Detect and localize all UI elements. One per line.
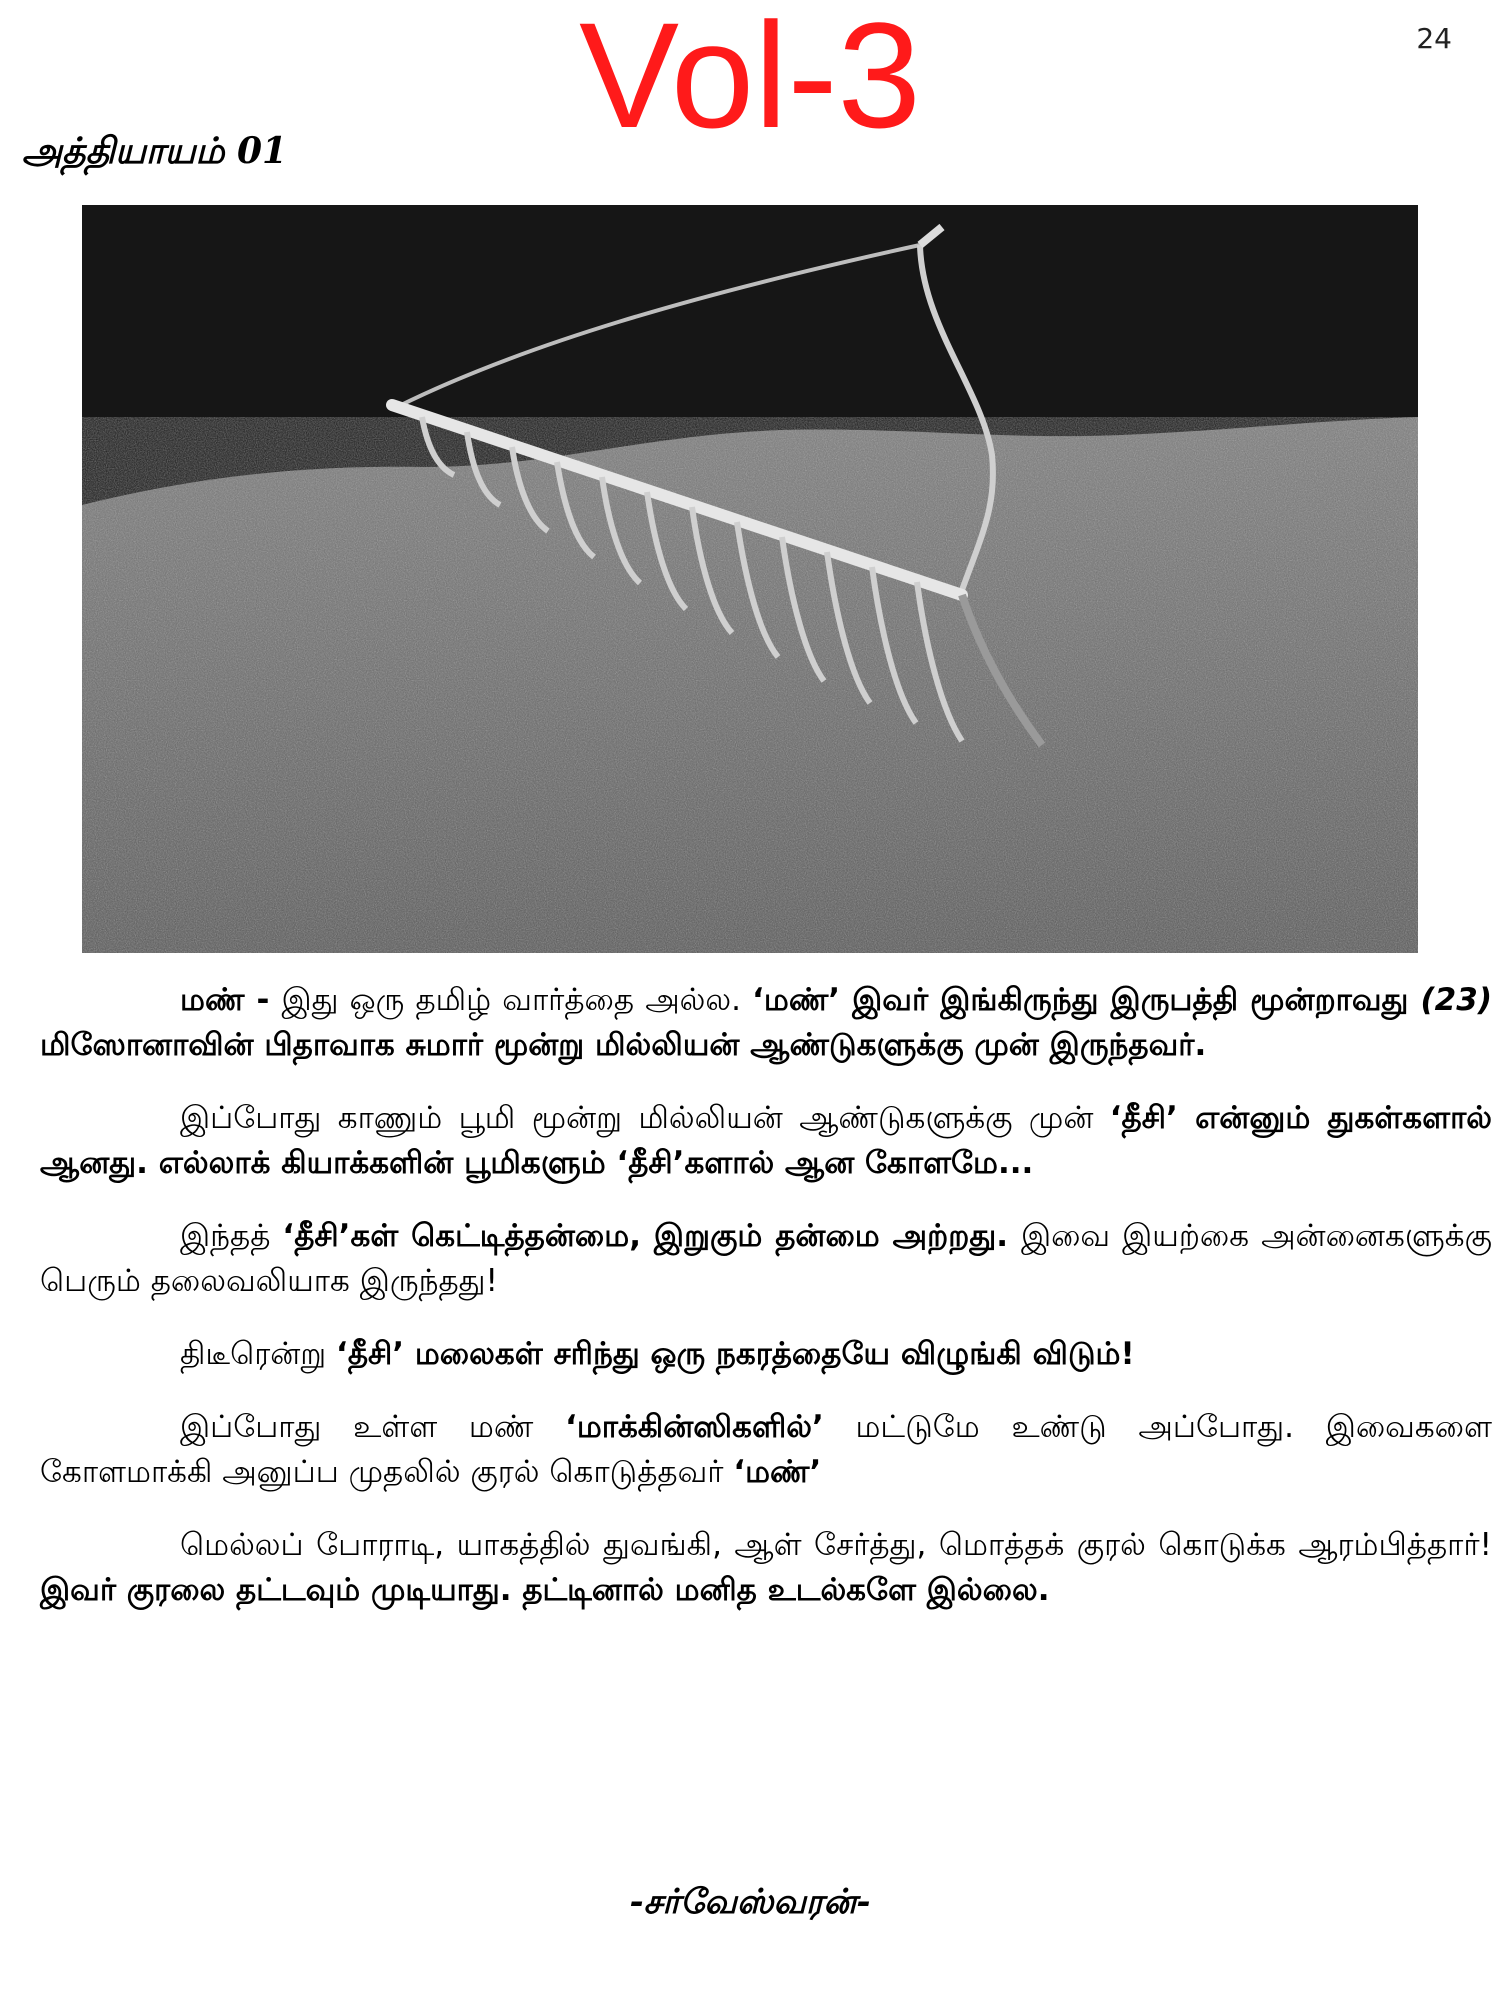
paragraph-1-number: (23): [1420, 982, 1492, 1018]
article-body: [40, 978, 1492, 1641]
paragraph-4-bold: ‘தீசி’ மலைகள் சரிந்து ஒரு நகரத்தையே விழுங்கி விடும்!: [336, 1336, 1135, 1372]
paragraph-2: [40, 1096, 1492, 1186]
paragraph-4-lead: திடீரென்று: [180, 1336, 337, 1372]
paragraph-3-end: இவை இயற்கை அன்னைகளுக்கு பெரும் தலைவலியாக இருந்தது!: [40, 1218, 1492, 1299]
paragraph-1-lead: மண் -: [180, 982, 282, 1018]
paragraph-5-end: ‘மண்’: [733, 1454, 822, 1490]
paragraph-3: [40, 1214, 1492, 1304]
paragraph-5: [40, 1405, 1492, 1495]
author-signature: -சர்வேஸ்வரன்-: [629, 1882, 871, 1922]
volume-title: Vol-3: [579, 0, 921, 159]
rake-illustration: [82, 205, 1418, 953]
paragraph-1-text: இது ஒரு தமிழ் வார்த்தை அல்ல.: [281, 982, 753, 1018]
paragraph-2-text: இப்போது காணும் பூமி மூன்று மில்லியன் ஆண்டுகளுக்கு முன்: [180, 1100, 1110, 1136]
paragraph-6-text: மெல்லப் போராடி, யாகத்தில் துவங்கி, ஆள் சேர்த்து, மொத்தக் குரல் கொடுக்க ஆரம்பித்தார்!: [180, 1527, 1492, 1563]
paragraph-1-bold: ‘மண்’ இவர் இங்கிருந்து இருபத்தி மூன்றாவது: [752, 982, 1421, 1018]
rake-photo: [82, 205, 1418, 953]
soil-texture: [82, 417, 1418, 953]
paragraph-2-bold: ‘தீசி’ என்னும் துகள்களால் ஆனது.: [40, 1100, 1493, 1181]
paragraph-6-bold: இவர் குரலை தட்டவும் முடியாது. தட்டினால் மனித உடல்களே இல்லை.: [40, 1572, 1050, 1608]
paragraph-5-term: ‘மாக்கின்ஸிகளில்’: [565, 1409, 824, 1445]
paragraph-5-text: மட்டுமே உண்டு அப்போது. இவைகளை கோளமாக்கி அனுப்ப முதலில் குரல் கொடுத்தவர்: [40, 1409, 1492, 1490]
paragraph-3-bold: ‘தீசி’கள் கெட்டித்தன்மை, இறுகும் தன்மை அற்றது.: [282, 1218, 1021, 1254]
chapter-heading: அத்தியாயம் 01: [22, 130, 288, 172]
paragraph-1: [40, 978, 1492, 1068]
paragraph-4: [40, 1332, 1492, 1377]
paragraph-6: [40, 1523, 1492, 1613]
page-number: 24: [1416, 22, 1452, 55]
paragraph-1-end: மிஸோனாவின் பிதாவாக சுமார் மூன்று மில்லியன் ஆண்டுகளுக்கு முன் இருந்தவர்.: [40, 1027, 1207, 1063]
paragraph-5-lead: இப்போது உள்ள மண்: [180, 1409, 566, 1445]
paragraph-2-end: எல்லாக் கியாக்களின் பூமிகளும் ‘தீசி’களால் ஆன கோளமே...: [158, 1145, 1034, 1181]
paragraph-3-lead: இந்தத்: [180, 1218, 283, 1254]
